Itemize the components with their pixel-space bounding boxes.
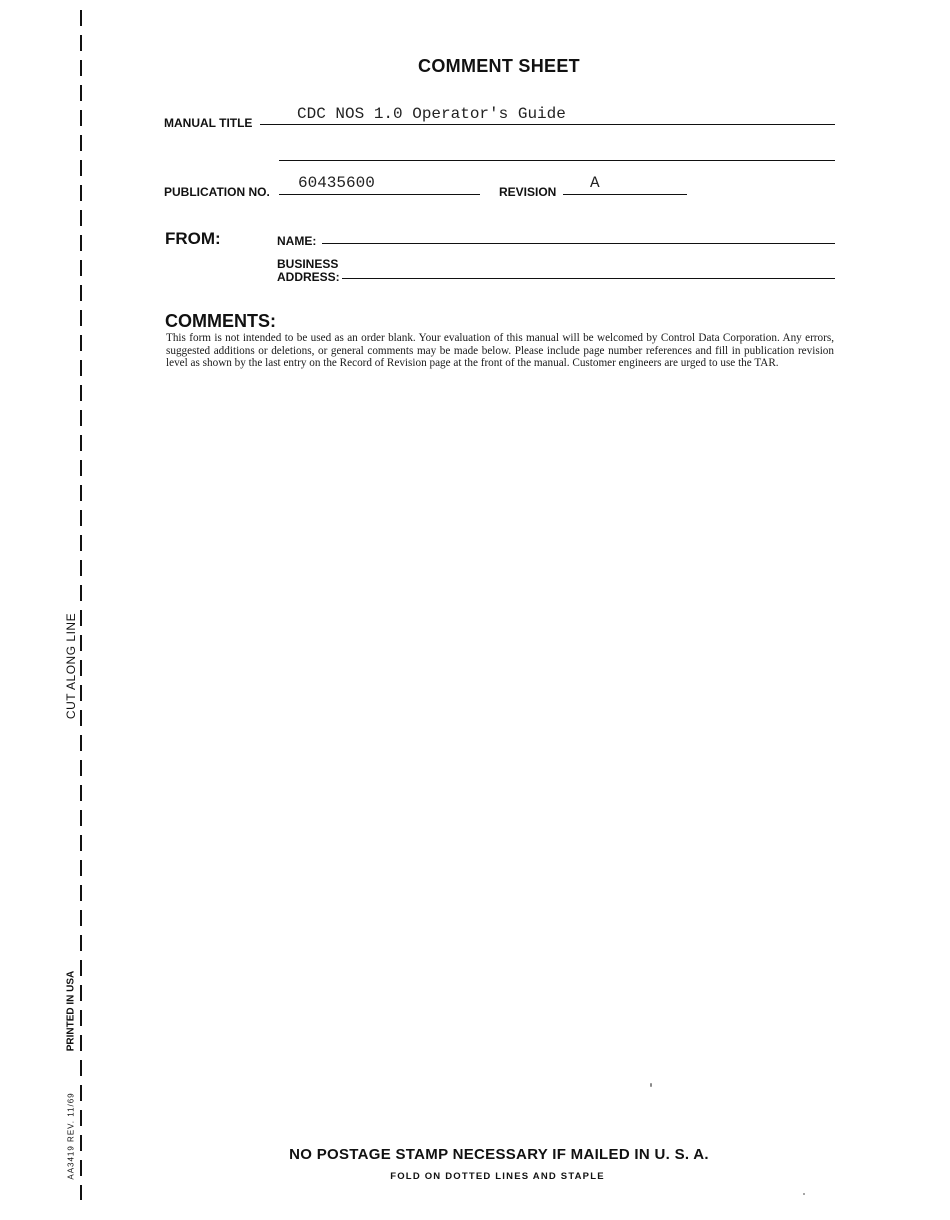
manual-title-label: MANUAL TITLE xyxy=(164,116,253,130)
manual-title-field[interactable]: CDC NOS 1.0 Operator's Guide xyxy=(297,105,566,123)
scan-speck xyxy=(803,1193,805,1195)
revision-label: REVISION xyxy=(499,185,557,199)
form-code-label: AA3419 REV. 11/69 xyxy=(67,1089,76,1182)
name-field[interactable] xyxy=(322,243,835,244)
printed-in-usa-label: PRINTED IN USA xyxy=(66,968,77,1055)
sheet-title: COMMENT SHEET xyxy=(418,56,580,76)
comments-instructions: This form is not intended to be used as an order blank. Your evaluation of this manual will be welcomed by Control Data Corporation. Any errors, suggested additions or deletions, or general comments may be made below. Please include page number references and fill in publication revision level as shown by the last entry on the Record of Revision page at the front of the manual. Customer engineers are urged to use the TAR. xyxy=(166,332,834,370)
publication-label: PUBLICATION NO. xyxy=(164,185,270,199)
revision-field[interactable]: A xyxy=(590,174,600,192)
address-label: ADDRESS: xyxy=(277,270,340,284)
publication-line xyxy=(279,194,480,195)
address-field[interactable] xyxy=(342,278,835,279)
comments-heading: COMMENTS: xyxy=(165,311,276,331)
revision-line xyxy=(563,194,687,195)
scan-speck xyxy=(650,1083,652,1087)
from-label: FROM: xyxy=(165,229,221,248)
manual-title-line-2 xyxy=(279,160,835,161)
manual-title-line xyxy=(260,124,835,125)
fold-note: FOLD ON DOTTED LINES AND STAPLE xyxy=(390,1171,605,1182)
name-label: NAME: xyxy=(277,234,317,248)
cut-along-line-label: CUT ALONG LINE xyxy=(64,609,78,723)
publication-number-field[interactable]: 60435600 xyxy=(298,174,375,192)
cut-line xyxy=(80,10,82,1200)
business-label: BUSINESS xyxy=(277,257,339,271)
postage-note: NO POSTAGE STAMP NECESSARY IF MAILED IN U. S. A. xyxy=(289,1146,709,1163)
